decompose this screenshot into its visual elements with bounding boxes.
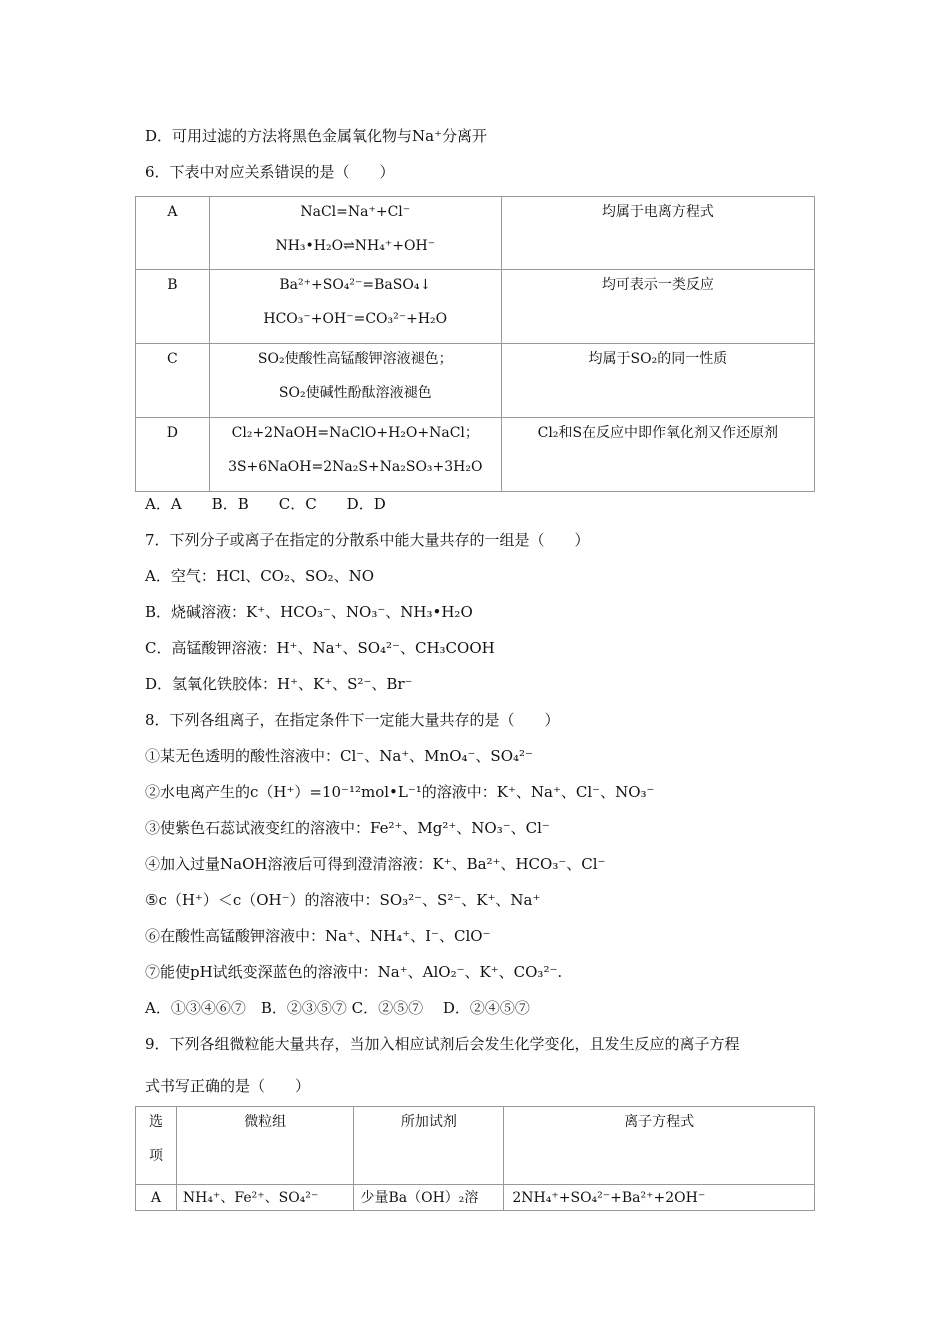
q9-row-label: A [136, 1185, 177, 1211]
q7-stem: 7．下列分子或离子在指定的分散系中能大量共存的一组是（ ） [145, 531, 590, 549]
q6-row-label: A [136, 197, 210, 270]
q6-row-desc [501, 197, 814, 270]
q7-option-d: D．氢氧化铁胶体：H⁺、K⁺、S²⁻、Br⁻ [145, 675, 413, 693]
q8-item-4: ④加入过量NaOH溶液后可得到澄清溶液：K⁺、Ba²⁺、HCO₃⁻、Cl⁻ [145, 855, 606, 873]
q9-head-equation [504, 1107, 815, 1185]
q8-options: A．①③④⑥⑦ B．②③⑤⑦ C．②⑤⑦ D．②④⑤⑦ [145, 999, 530, 1017]
q6-row-a [136, 197, 815, 270]
q9-stem-line2: 式书写正确的是（ ） [145, 1077, 311, 1095]
q6-eq2: 3S+6NaOH=2Na₂S+Na₂SO₃+3H₂O [228, 459, 483, 475]
q6-options: A．A B．B C．C D．D [145, 495, 386, 513]
q6-desc-text: 均可表示一类反应 [601, 277, 714, 293]
q9-row-a [136, 1185, 815, 1211]
q6-row-equations [209, 270, 501, 344]
q9-head-option [136, 1107, 177, 1185]
q8-item-3: ③使紫色石蕊试液变红的溶液中：Fe²⁺、Mg²⁺、NO₃⁻、Cl⁻ [145, 819, 550, 837]
q6-eq1: Cl₂+2NaOH=NaClO+H₂O+NaCl； [231, 425, 479, 441]
q6-row-desc [501, 344, 814, 418]
q6-row-b [136, 270, 815, 344]
q6-row-desc [501, 270, 814, 344]
q6-eq2: HCO₃⁻+OH⁻=CO₃²⁻+H₂O [263, 311, 448, 327]
q9-head-reagent [354, 1107, 504, 1185]
q9-header-row [136, 1107, 815, 1185]
q9-row-reagent: 少量Ba（OH）₂溶 [354, 1185, 504, 1211]
q6-row-c [136, 344, 815, 418]
q6-row-d [136, 418, 815, 492]
q8-item-1: ①某无色透明的酸性溶液中：Cl⁻、Na⁺、MnO₄⁻、SO₄²⁻ [145, 747, 533, 765]
q8-stem: 8．下列各组离子，在指定条件下一定能大量共存的是（ ） [145, 711, 560, 729]
q6-row-equations [209, 197, 501, 270]
q7-option-a: A．空气：HCl、CO₂、SO₂、NO [145, 567, 374, 585]
q6-row-equations [209, 344, 501, 418]
q9-head-particles [176, 1107, 354, 1185]
q6-desc-text: 均属于SO₂的同一性质 [588, 351, 728, 367]
q9-head-option-bottom: 项 [148, 1148, 163, 1164]
q9-head-reagent-text: 所加试剂 [400, 1114, 457, 1130]
q9-head-equation-text: 离子方程式 [624, 1114, 695, 1130]
q6-desc-text: Cl₂和S在反应中即作氧化剂又作还原剂 [537, 425, 779, 441]
q5-option-d: D．可用过滤的方法将黑色金属氧化物与Na⁺分离开 [145, 127, 488, 145]
q6-desc-text: 均属于电离方程式 [601, 204, 714, 220]
q6-eq2: SO₂使碱性酚酞溶液褪色 [278, 385, 432, 401]
q6-eq1: Ba²⁺+SO₄²⁻=BaSO₄↓ [279, 277, 432, 293]
q8-item-7: ⑦能使pH试纸变深蓝色的溶液中：Na⁺、AlO₂⁻、K⁺、CO₃²⁻. [145, 963, 563, 981]
q6-eq1: SO₂使酸性高锰酸钾溶液褪色； [257, 351, 453, 367]
q6-stem: 6．下表中对应关系错误的是（ ） [145, 163, 395, 181]
q9-head-particles-text: 微粒组 [244, 1114, 287, 1130]
q8-item-6: ⑥在酸性高锰酸钾溶液中：Na⁺、NH₄⁺、I⁻、ClO⁻ [145, 927, 491, 945]
q9-row-equation: 2NH₄⁺+SO₄²⁻+Ba²⁺+2OH⁻ [504, 1185, 815, 1211]
q9-stem-line1: 9．下列各组微粒能大量共存，当加入相应试剂后会发生化学变化，且发生反应的离子方程 [145, 1035, 740, 1053]
q6-eq1: NaCl=Na⁺+Cl⁻ [300, 204, 411, 220]
q9-head-option-top: 选 [148, 1114, 163, 1130]
q6-row-equations [209, 418, 501, 492]
q7-option-c: C．高锰酸钾溶液：H⁺、Na⁺、SO₄²⁻、CH₃COOH [145, 639, 495, 657]
q9-row-ions: NH₄⁺、Fe²⁺、SO₄²⁻ [176, 1185, 354, 1211]
q7-option-b: B．烧碱溶液：K⁺、HCO₃⁻、NO₃⁻、NH₃•H₂O [145, 603, 473, 621]
q8-item-2: ②水电离产生的c（H⁺）=10⁻¹²mol•L⁻¹的溶液中：K⁺、Na⁺、Cl⁻、NO₃⁻ [145, 783, 655, 801]
q6-eq2: NH₃•H₂O⇌NH₄⁺+OH⁻ [275, 238, 436, 254]
q6-row-label: C [136, 344, 210, 418]
q6-row-desc [501, 418, 814, 492]
q8-item-5: ⑤c（H⁺）＜c（OH⁻）的溶液中：SO₃²⁻、S²⁻、K⁺、Na⁺ [145, 891, 541, 909]
q6-row-label: B [136, 270, 210, 344]
q6-row-label: D [136, 418, 210, 492]
q9-table [135, 1106, 815, 1211]
q6-table [135, 196, 815, 492]
